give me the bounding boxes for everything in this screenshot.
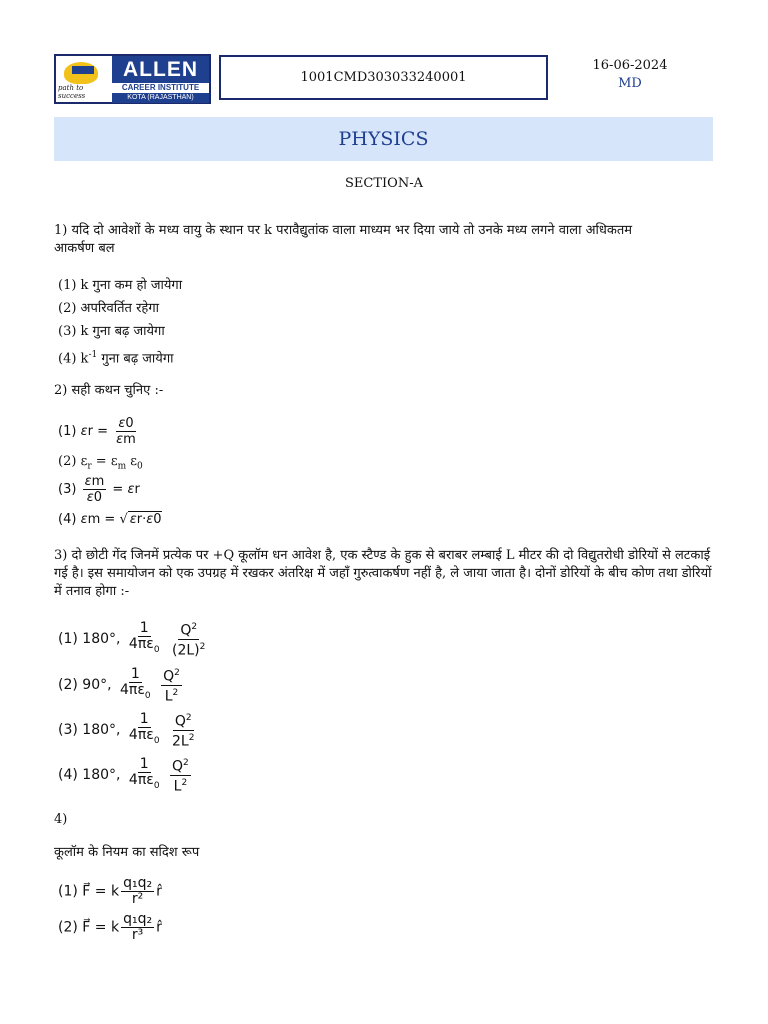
q3-option-2: (2) 90°, $\frac{1}{4\pi\varepsilon_0}$ $\frac{Q^2}{L^2}$: [58, 665, 180, 705]
date-block: [588, 57, 672, 93]
logo-subtitle: CAREER INSTITUTE: [121, 83, 200, 92]
q3-option-1: (1) 180°, $\frac{1}{4\pi\varepsilon_0}$ $\frac{Q^2}{(2L)^2}$: [58, 619, 206, 659]
q4-option-2: (2) F⃗ = k $\frac{\text{q₁q₂}}{\text{r³}}$ r̂: [58, 911, 162, 943]
logo-tagline: path to success: [58, 84, 86, 100]
q2-option-1: (1) εr = $\frac{\varepsilon 0}{\varepsilon m}$: [58, 416, 136, 447]
question-2-text: 2) सही कथन चुनिए :-: [54, 383, 164, 398]
q2-option-2: (2) $\varepsilon_r = \varepsilon_m$ $\varepsilon_0$: [58, 454, 143, 472]
question-4-number: 4): [54, 812, 68, 827]
q3-option-4: (4) 180°, $\frac{1}{4\pi\varepsilon_0}$ $\frac{Q^2}{L^2}$: [58, 755, 189, 795]
question-1-text: 1) यदि दो आवेशों के मध्य वायु के स्थान पर k परावैद्युतांक वाला माध्यम भर दिया जाये तो उनके मध्य लगने वाला अधिकतम आकर्षण बल: [54, 223, 633, 256]
q4-option-1: (1) F⃗ = k $\frac{\text{q₁q₂}}{\text{r²}}$ r̂: [58, 875, 162, 907]
q2-option-3: (3) $\frac{\varepsilon m}{\varepsilon 0}$ = εr: [58, 474, 140, 505]
q2-option-4: (4) εm = √ εr·ε0: [58, 512, 162, 527]
logo-city: KOTA (RAJASTHAN): [112, 93, 209, 103]
q1-option-3: (3) k गुना बढ़ जायेगा: [58, 324, 165, 339]
logo-emblem-icon: [56, 56, 112, 102]
logo-brand: ALLEN: [112, 56, 209, 83]
q3-option-3: (3) 180°, $\frac{1}{4\pi\varepsilon_0}$ $\frac{Q^2}{2L^2}$: [58, 710, 195, 750]
q1-option-1: (1) k गुना कम हो जायेगा: [58, 278, 183, 293]
section-label: SECTION-A: [345, 176, 423, 191]
subject-title: PHYSICS: [54, 117, 713, 161]
exam-mode: MD: [618, 76, 642, 91]
exam-date: 16-06-2024: [592, 58, 668, 73]
paper-code: 1001CMD303033240001: [219, 55, 548, 100]
question-4-text: कूलॉम के नियम का सदिश रूप: [54, 845, 200, 860]
q1-option-2: (2) अपरिवर्तित रहेगा: [58, 301, 160, 316]
q1-option-4: (4) $k^{-1}$ गुना बढ़ जायेगा: [58, 350, 174, 367]
allen-logo: [54, 54, 211, 104]
question-3-text: 3) दो छोटी गेंद जिनमें प्रत्येक पर +Q कूलॉम धन आवेश है, एक स्टैण्ड के हुक से बराबर लम्बाई L मीटर की दो विद्युतरोधी डोरियों से लटकाई गई है। इस समायोजन को एक उपग्रह में रखकर अंतरिक्ष में जहाँ गुरुत्वाकर्षण नहीं है, ले जाया जाता है। दोनों डोरियों के बीच कोण तथा डोरियों में तनाव होगा :-: [54, 548, 712, 599]
